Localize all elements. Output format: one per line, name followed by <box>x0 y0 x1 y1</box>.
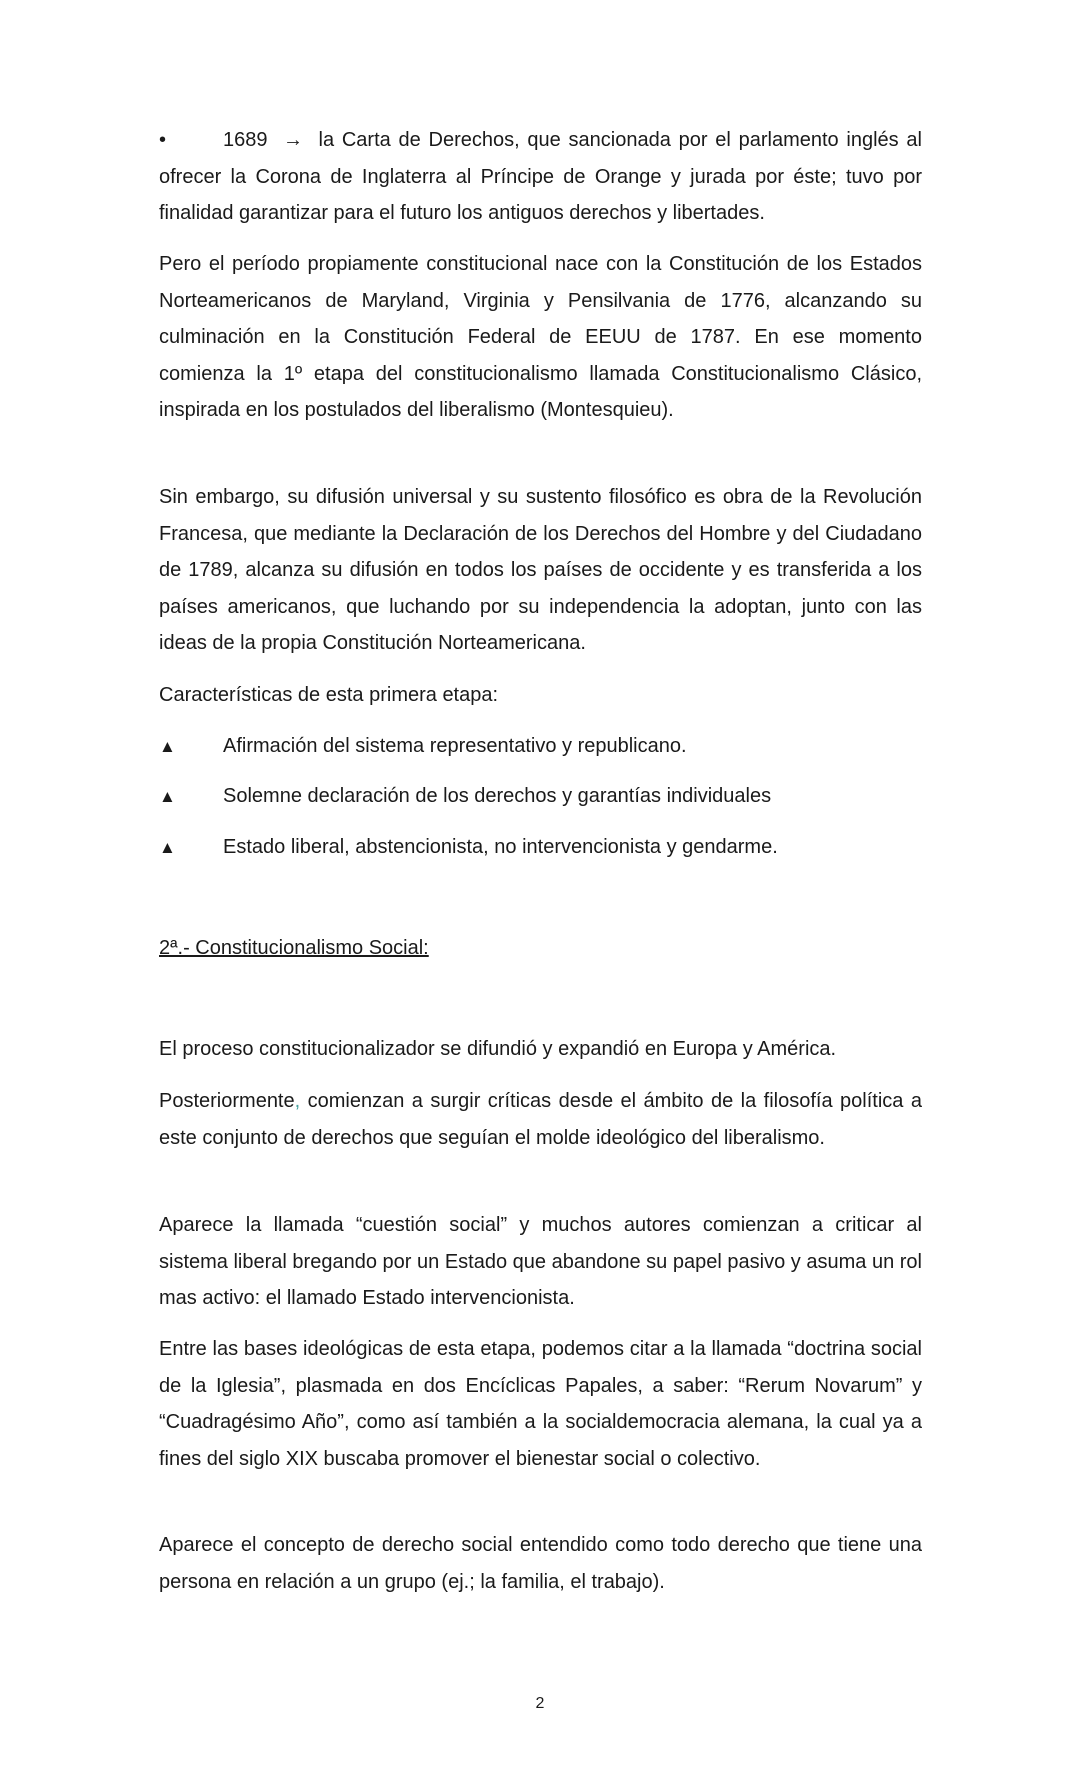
paragraph-periodo-constitucional: Pero el período propiamente constitucional nace con la Constitución de los Estados Norteamericanos de Maryland, Virginia y Pensilvania de 1776, alcanzando su culminación en la Constitución Federal de EEUU de 1787. En ese momento comienza la 1º etapa del constitucionalismo llamada Constitucionalismo Clásico, inspirada en los postulados del liberalismo (Montesquieu). <box>159 253 922 422</box>
text: , <box>294 1090 301 1112</box>
pawn-bullet-icon: ▲ <box>159 787 176 806</box>
pawn-bullet-icon: ▲ <box>159 838 176 857</box>
section-heading: 2ª.- Constitucionalismo Social: <box>159 937 429 959</box>
text: comienzan a surgir críticas desde el ámbito de la filosofía política a este conjunto de derechos que seguían el molde ideológico del liberalismo. <box>159 1090 922 1149</box>
list-item <box>159 829 778 867</box>
year: 1689 <box>223 129 268 151</box>
paragraph-carta-derechos <box>159 122 922 232</box>
list-item-text: Solemne declaración de los derechos y garantías individuales <box>223 785 772 807</box>
page-number: 2 <box>535 1695 545 1712</box>
list-item <box>159 728 687 766</box>
paragraph-revolucion-francesa: Sin embargo, su difusión universal y su sustento filosófico es obra de la Revolución Francesa, que mediante la Declaración de los Derechos del Hombre y del Ciudadano de 1789, alcanza su difusión en todos los países de occidente y es transferida a los países americanos, que luchando por su independencia la adoptan, junto con las ideas de la propia Constitución Norteamericana. <box>159 486 922 655</box>
paragraph-derecho-social: Aparece el concepto de derecho social entendido como todo derecho que tiene una persona en relación a un grupo (ej.; la familia, el trabajo). <box>159 1534 922 1593</box>
text: Posteriormente <box>159 1090 295 1112</box>
bullet-dot: • <box>159 129 167 151</box>
paragraph-text: la Carta de Derechos, que sancionada por el parlamento inglés al ofrecer la Corona de Inglaterra al Príncipe de Orange y jurada por éste; tuvo por finalidad garantizar para el futuro los antiguos derechos y libertades. <box>159 129 922 225</box>
pawn-bullet-icon: ▲ <box>159 737 176 756</box>
list-item-text: Estado liberal, abstencionista, no intervencionista y gendarme. <box>223 836 778 858</box>
paragraph-cuestion-social: Aparece la llamada “cuestión social” y muchos autores comienzan a criticar al sistema liberal bregando por un Estado que abandone su papel pasivo y asuma un rol mas activo: el llamado Estado intervencionista. <box>159 1214 922 1310</box>
list-item-text: Afirmación del sistema representativo y republicano. <box>223 735 687 757</box>
paragraph-bases-ideologicas: Entre las bases ideológicas de esta etapa, podemos citar a la llamada “doctrina social de la Iglesia”, plasmada en dos Encíclicas Papales, a saber: “Rerum Novarum” y “Cuadragésimo Año”, como así también a la socialdemocracia alemana, la cual ya a fines del siglo XIX buscaba promover el bienestar social o colectivo. <box>159 1338 922 1470</box>
paragraph-posteriormente <box>159 1083 922 1156</box>
paragraph-caracteristicas: Características de esta primera etapa: <box>159 684 499 706</box>
list-item <box>159 778 771 816</box>
paragraph-proceso: El proceso constitucionalizador se difundió y expandió en Europa y América. <box>159 1038 837 1060</box>
arrow-icon: → <box>283 129 304 151</box>
